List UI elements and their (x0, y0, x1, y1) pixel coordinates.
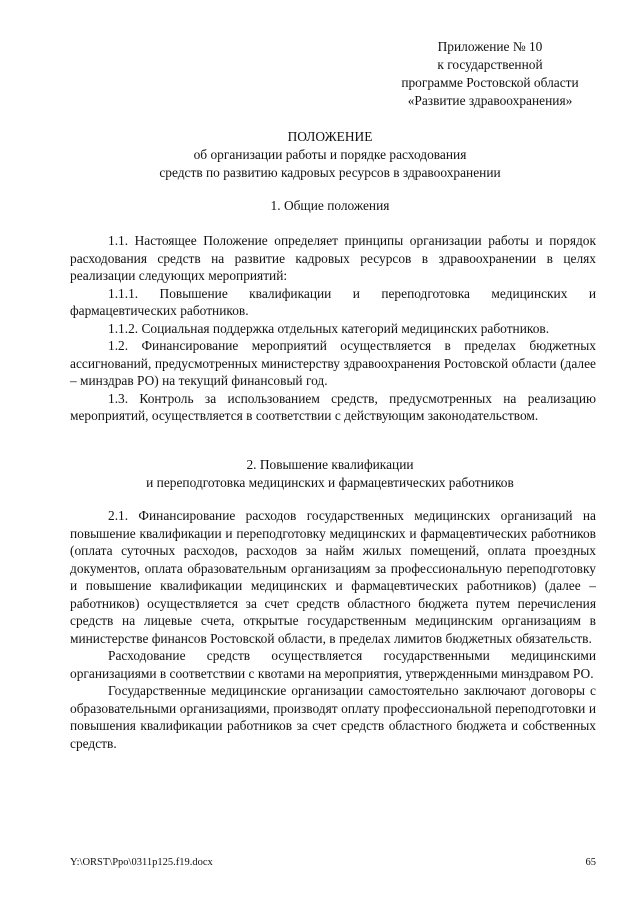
section-2-heading (60, 456, 600, 492)
paragraph: 1.2. Финансирование мероприятий осуществляется в пределах бюджетных ассигнований, предусмотренных министерству здравоохранения Ростовской области (далее – минздрав РО) на текущий финансовый год. (70, 338, 596, 388)
paragraph: 1.3. Контроль за использованием средств, предусмотренных на реализацию мероприятий, осуществляется в соответствии с действующим законодательством. (70, 390, 596, 423)
appendix-number: Приложение № 10 (437, 39, 543, 54)
document-title (60, 128, 600, 182)
paragraph: 1.1.1. Повышение квалификации и переподготовка медицинских и фармацевтических работников. (70, 285, 596, 318)
title-subline: средств по развитию кадровых ресурсов в здравоохранении (159, 165, 501, 180)
page-number: 65 (585, 857, 596, 868)
appendix-line: программе Ростовской области (401, 75, 579, 90)
paragraph: Государственные медицинские организации самостоятельно заключают договоры с образовательными организациями, производят оплату профессиональной переподготовки и повышения квалификации работников за счет средств областного бюджета и собственных средств. (70, 683, 596, 751)
appendix-program-name: «Развитие здравоохранения» (407, 93, 573, 108)
title-heading: ПОЛОЖЕНИЕ (287, 129, 373, 144)
paragraph: 1.1.2. Социальная поддержка отдельных категорий медицинских работников. (108, 320, 550, 336)
title-subline: об организации работы и порядке расходования (193, 147, 467, 162)
section-1-body (70, 232, 596, 425)
footer-file-path: Y:\ORST\Ppo\0311p125.f19.docx (70, 857, 213, 868)
paragraph: 2.1. Финансирование расходов государственных медицинских организаций на повышение квалификации и переподготовку медицинских и фармацевтических работников (оплата суточных расходов, расходов за найм жилых помещений, оплата проездных документов, оплата образовательным организациям за профессиональную переподготовку и повышение квалификации медицинских и фармацевтических работников) (далее – работников) осуществляется за счет средств областного бюджета путем перечисления средств на лицевые счета, открытые государственным медицинским организациям в министерстве финансов Ростовской области, в пределах лимитов бюджетных обязательств. (70, 508, 596, 646)
appendix-header (370, 38, 610, 110)
section-2-body (70, 507, 596, 752)
section-2-heading-line: и переподготовка медицинских и фармацевтических работников (146, 475, 514, 490)
section-1-heading: 1. Общие положения (270, 198, 390, 213)
section-2-heading-line: 2. Повышение квалификации (246, 457, 414, 472)
paragraph: 1.1. Настоящее Положение определяет принципы организации работы и порядок расходования средств на развитие кадровых ресурсов в здравоохранении в целях реализации следующих мероприятий: (70, 233, 596, 283)
paragraph: Расходование средств осуществляется государственными медицинскими организациями в соответствии с квотами на мероприятия, утвержденными минздравом РО. (70, 648, 596, 681)
appendix-line: к государственной (437, 57, 543, 72)
